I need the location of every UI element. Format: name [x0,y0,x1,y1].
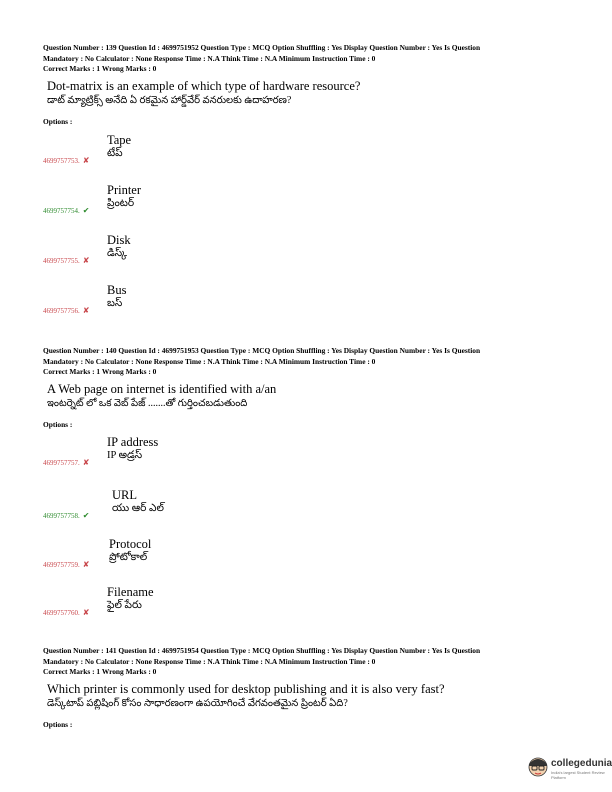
option-text-en: Protocol [109,537,152,551]
question-141 [43,646,573,729]
option-id: 4699757754. ✔ [43,206,90,215]
option-text-te: బస్ [107,298,123,309]
option-4699757760 [43,585,343,625]
question-meta-line1: Question Number : 139 Question Id : 4699751952 Question Type : MCQ Option Shuffling : Yes Display Question Number : Yes Is Question [43,43,481,52]
option-id: 4699757758. ✔ [43,511,90,520]
question-text-te: డెస్క్‌టాప్ పబ్లిషింగ్ కోసం సాధారణంగా ఉపయోగించే వేగవంతమైన ప్రింటర్ ఏది? [47,697,348,709]
option-4699757758 [43,488,343,528]
check-icon: ✔ [82,206,90,215]
question-meta-line1: Question Number : 141 Question Id : 4699751954 Question Type : MCQ Option Shuffling : Yes Display Question Number : Yes Is Question [43,646,481,655]
option-4699757754 [43,183,343,223]
option-text-te: యు ఆర్ ఎల్ [112,503,164,514]
question-marks: Correct Marks : 1 Wrong Marks : 0 [43,667,157,676]
option-4699757755 [43,233,343,273]
options-label: Options : [43,719,73,729]
option-text-te: IP అడ్రస్ [107,450,143,461]
question-meta-line1: Question Number : 140 Question Id : 4699751953 Question Type : MCQ Option Shuffling : Yes Display Question Number : Yes Is Question [43,346,481,355]
option-id: 4699757756. ✘ [43,306,90,315]
logo-name: collegedunia [551,758,612,769]
mascot-icon [527,755,549,779]
option-id: 4699757755. ✘ [43,256,90,265]
option-text-en: Disk [107,233,131,247]
option-text-en: Bus [107,283,127,297]
option-text-te: ఫైల్ పేరు [107,600,142,611]
option-text-en: IP address [107,435,159,449]
cross-icon: ✘ [82,560,90,569]
option-id: 4699757759. ✘ [43,560,90,569]
option-id: 4699757757. ✘ [43,458,90,467]
question-meta-line2: Mandatory : No Calculator : None Response Time : N.A Think Time : N.A Minimum Instruction Time : 0 [43,356,376,366]
option-text-en: Tape [107,133,132,147]
option-text-en: Printer [107,183,142,197]
option-id: 4699757753. ✘ [43,156,90,165]
option-text-te: డిస్క్ [107,248,128,259]
options-label: Options : [43,419,73,429]
cross-icon: ✘ [82,458,90,467]
option-4699757759 [43,537,343,577]
question-marks: Correct Marks : 1 Wrong Marks : 0 [43,64,157,73]
question-text-en: A Web page on internet is identified with a/an [47,381,277,396]
option-text-en: Filename [107,585,154,599]
question-text-en: Dot-matrix is an example of which type of hardware resource? [47,78,361,93]
option-text-te: టేప్ [107,148,123,159]
question-text-te: ఇంటర్నెట్ లో ఒక వెబ్ పేజ్ .......తో గుర్తించబడుతుంది [47,397,248,409]
option-text-en: URL [112,488,137,502]
question-139 [43,43,573,126]
option-4699757757 [43,435,343,475]
check-icon: ✔ [82,511,90,520]
cross-icon: ✘ [82,608,90,617]
collegedunia-logo [527,754,612,780]
option-4699757756 [43,283,343,323]
option-text-te: ప్రింటర్ [107,198,135,209]
question-140 [43,346,573,429]
cross-icon: ✘ [82,256,90,265]
question-meta-line2: Mandatory : No Calculator : None Response Time : N.A Think Time : N.A Minimum Instruction Time : 0 [43,53,376,63]
question-meta-line2: Mandatory : No Calculator : None Response Time : N.A Think Time : N.A Minimum Instruction Time : 0 [43,656,376,666]
cross-icon: ✘ [82,156,90,165]
question-marks: Correct Marks : 1 Wrong Marks : 0 [43,367,157,376]
question-text-te: డాట్ మ్యాట్రిక్స్ అనేది ఏ రకమైన హార్డ్‌వేర్ వనరులకు ఉదాహరణ? [47,94,292,106]
cross-icon: ✘ [82,306,90,315]
logo-tagline: India's largest Student Review Platform [551,770,605,780]
question-text-en: Which printer is commonly used for desktop publishing and it is also very fast? [47,681,445,696]
option-4699757753 [43,133,343,173]
options-label: Options : [43,116,73,126]
option-id: 4699757760. ✘ [43,608,90,617]
option-text-te: ప్రోటోకాల్ [109,552,148,563]
